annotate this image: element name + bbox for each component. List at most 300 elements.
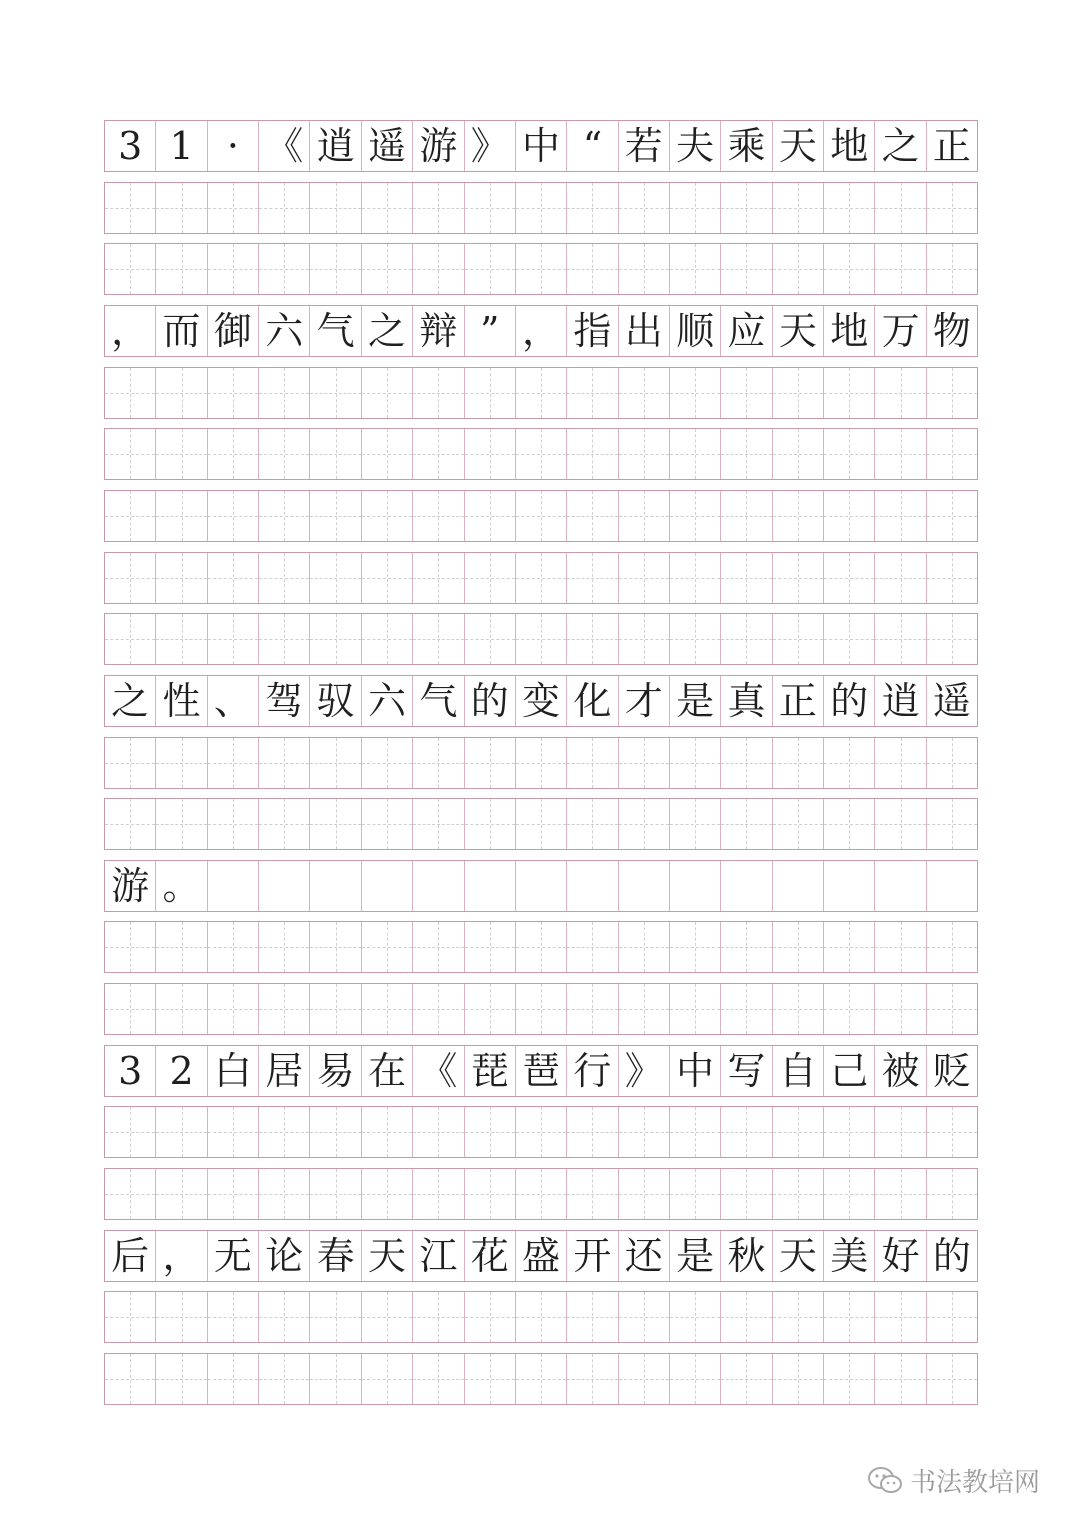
practice-cell	[310, 1354, 361, 1404]
practice-row	[104, 552, 978, 604]
practice-cell	[310, 614, 361, 664]
practice-cell	[465, 553, 516, 603]
practice-cell	[516, 984, 567, 1034]
character-cell	[773, 861, 824, 911]
practice-cell	[362, 738, 413, 788]
character-cell: 后	[105, 1231, 156, 1281]
practice-cell	[927, 1292, 977, 1342]
character-cell: 物	[932, 309, 971, 353]
practice-cell	[875, 368, 926, 418]
character-cell: 3	[105, 1046, 156, 1096]
character-cell	[670, 861, 721, 911]
practice-cell	[259, 1354, 310, 1404]
practice-cell	[156, 1292, 207, 1342]
practice-cell	[413, 984, 464, 1034]
practice-cell	[516, 799, 567, 849]
character-cell: 万	[875, 306, 926, 356]
practice-cell	[208, 244, 259, 294]
practice-cell	[721, 491, 772, 541]
practice-cell	[362, 614, 413, 664]
practice-cell	[259, 553, 310, 603]
practice-cell	[875, 1169, 926, 1219]
practice-cell	[105, 1292, 156, 1342]
practice-cell	[670, 984, 721, 1034]
practice-cell	[413, 244, 464, 294]
character-cell: 驾	[259, 676, 310, 726]
practice-cell	[259, 183, 310, 233]
practice-cell	[927, 244, 977, 294]
practice-row	[104, 1353, 978, 1405]
practice-cell	[259, 1292, 310, 1342]
practice-cell	[824, 244, 875, 294]
practice-cell	[310, 368, 361, 418]
practice-cell	[567, 491, 618, 541]
character-cell: 指	[567, 306, 618, 356]
practice-cell	[105, 429, 156, 479]
practice-cell	[413, 429, 464, 479]
practice-cell	[773, 491, 824, 541]
practice-cell	[208, 1107, 259, 1157]
character-cell: 应	[721, 306, 772, 356]
practice-cell	[413, 799, 464, 849]
character-cell: 出	[619, 306, 670, 356]
practice-cell	[670, 553, 721, 603]
practice-cell	[362, 244, 413, 294]
practice-cell	[567, 738, 618, 788]
practice-cell	[619, 738, 670, 788]
practice-cell	[362, 183, 413, 233]
character-cell: 中	[516, 121, 567, 171]
practice-cell	[927, 491, 977, 541]
practice-cell	[310, 799, 361, 849]
practice-cell	[105, 1169, 156, 1219]
practice-cell	[208, 553, 259, 603]
practice-cell	[824, 553, 875, 603]
practice-cell	[362, 1169, 413, 1219]
character-cell: 是	[670, 1231, 721, 1281]
practice-cell	[362, 1292, 413, 1342]
practice-cell	[516, 614, 567, 664]
character-cell: 居	[259, 1046, 310, 1096]
practice-cell	[927, 429, 977, 479]
practice-cell	[413, 1107, 464, 1157]
practice-cell	[465, 244, 516, 294]
practice-cell	[927, 984, 977, 1034]
character-cell: 无	[208, 1231, 259, 1281]
practice-cell	[721, 1354, 772, 1404]
character-cell: 琶	[516, 1046, 567, 1096]
watermark-label: 书法教培网	[910, 1468, 1041, 1498]
practice-cell	[310, 984, 361, 1034]
practice-cell	[465, 183, 516, 233]
character-cell: 己	[824, 1046, 875, 1096]
character-cell: 驭	[310, 676, 361, 726]
character-cell: 写	[721, 1046, 772, 1096]
practice-cell	[567, 429, 618, 479]
character-cell: 还	[619, 1231, 670, 1281]
practice-row	[104, 1291, 978, 1343]
practice-cell	[413, 1354, 464, 1404]
practice-cell	[927, 799, 977, 849]
practice-cell	[259, 984, 310, 1034]
practice-cell	[413, 368, 464, 418]
character-cell: 化	[567, 676, 618, 726]
practice-cell	[773, 922, 824, 972]
character-cell	[208, 861, 259, 911]
practice-cell	[105, 922, 156, 972]
practice-cell	[465, 984, 516, 1034]
practice-cell	[875, 244, 926, 294]
character-cell: 顺	[670, 306, 721, 356]
practice-cell	[721, 1107, 772, 1157]
text-row	[104, 1045, 978, 1097]
practice-cell	[516, 491, 567, 541]
character-cell: 乘	[721, 121, 772, 171]
practice-cell	[156, 183, 207, 233]
practice-cell	[927, 368, 977, 418]
practice-cell	[105, 183, 156, 233]
practice-row	[104, 921, 978, 973]
character-cell: 《	[259, 121, 310, 171]
practice-cell	[721, 553, 772, 603]
practice-cell	[259, 244, 310, 294]
practice-cell	[824, 1107, 875, 1157]
practice-cell	[875, 183, 926, 233]
practice-cell	[619, 984, 670, 1034]
character-cell: 是	[670, 676, 721, 726]
practice-cell	[105, 799, 156, 849]
practice-cell	[156, 614, 207, 664]
character-cell: 性	[156, 676, 207, 726]
practice-cell	[516, 1354, 567, 1404]
practice-cell	[156, 244, 207, 294]
practice-cell	[721, 244, 772, 294]
practice-cell	[619, 553, 670, 603]
practice-cell	[670, 1107, 721, 1157]
practice-row	[104, 367, 978, 419]
practice-cell	[670, 1354, 721, 1404]
practice-cell	[875, 553, 926, 603]
practice-cell	[516, 1169, 567, 1219]
character-cell	[259, 861, 310, 911]
character-cell: 气	[310, 306, 361, 356]
practice-cell	[670, 1292, 721, 1342]
character-cell: 3	[105, 121, 156, 171]
practice-cell	[465, 922, 516, 972]
character-cell: 逍	[875, 676, 926, 726]
practice-cell	[259, 738, 310, 788]
practice-cell	[567, 1354, 618, 1404]
character-cell: 美	[824, 1231, 875, 1281]
practice-cell	[670, 799, 721, 849]
practice-cell	[824, 368, 875, 418]
practice-cell	[208, 738, 259, 788]
practice-cell	[619, 614, 670, 664]
practice-cell	[567, 1292, 618, 1342]
practice-cell	[721, 1169, 772, 1219]
practice-cell	[516, 368, 567, 418]
practice-row	[104, 1168, 978, 1220]
character-cell: 天	[773, 306, 824, 356]
character-cell: 盛	[516, 1231, 567, 1281]
practice-cell	[824, 738, 875, 788]
character-cell: 江	[413, 1231, 464, 1281]
character-cell: ，	[105, 306, 156, 356]
practice-cell	[465, 491, 516, 541]
character-cell	[465, 861, 516, 911]
practice-cell	[567, 183, 618, 233]
practice-cell	[927, 1354, 977, 1404]
practice-cell	[156, 799, 207, 849]
practice-row	[104, 983, 978, 1035]
practice-cell	[619, 1107, 670, 1157]
character-cell: 好	[875, 1231, 926, 1281]
practice-cell	[413, 1292, 464, 1342]
character-cell: 遥	[932, 679, 971, 723]
practice-cell	[567, 244, 618, 294]
practice-cell	[362, 799, 413, 849]
practice-cell	[259, 491, 310, 541]
character-cell: 若	[619, 121, 670, 171]
practice-cell	[516, 429, 567, 479]
practice-cell	[619, 368, 670, 418]
practice-cell	[927, 614, 977, 664]
practice-cell	[156, 368, 207, 418]
practice-cell	[465, 614, 516, 664]
practice-cell	[156, 429, 207, 479]
practice-cell	[516, 1107, 567, 1157]
practice-cell	[465, 1169, 516, 1219]
practice-cell	[927, 922, 977, 972]
character-cell: 《	[413, 1046, 464, 1096]
character-cell: 御	[208, 306, 259, 356]
practice-cell	[362, 368, 413, 418]
character-cell: 夫	[670, 121, 721, 171]
practice-cell	[670, 368, 721, 418]
practice-cell	[413, 922, 464, 972]
practice-cell	[619, 1169, 670, 1219]
practice-cell	[362, 491, 413, 541]
practice-cell	[465, 1354, 516, 1404]
practice-cell	[721, 429, 772, 479]
practice-row	[104, 798, 978, 850]
practice-cell	[875, 984, 926, 1034]
practice-cell	[875, 1107, 926, 1157]
character-cell: ，	[516, 306, 567, 356]
practice-cell	[567, 368, 618, 418]
practice-cell	[619, 922, 670, 972]
practice-cell	[362, 1107, 413, 1157]
practice-row	[104, 1106, 978, 1158]
practice-cell	[721, 614, 772, 664]
practice-cell	[156, 738, 207, 788]
character-cell: 秋	[721, 1231, 772, 1281]
practice-cell	[773, 429, 824, 479]
character-cell	[567, 861, 618, 911]
character-cell: 气	[413, 676, 464, 726]
practice-cell	[156, 491, 207, 541]
character-cell: 行	[567, 1046, 618, 1096]
practice-cell	[259, 614, 310, 664]
practice-cell	[310, 244, 361, 294]
practice-cell	[208, 922, 259, 972]
practice-cell	[824, 799, 875, 849]
character-cell: 正	[932, 124, 971, 168]
practice-cell	[824, 922, 875, 972]
character-cell: 花	[465, 1231, 516, 1281]
practice-cell	[721, 183, 772, 233]
character-cell: ，	[156, 1231, 207, 1281]
character-cell: 2	[156, 1046, 207, 1096]
practice-cell	[208, 984, 259, 1034]
practice-cell	[773, 553, 824, 603]
practice-cell	[619, 491, 670, 541]
practice-cell	[773, 984, 824, 1034]
character-cell: 天	[773, 121, 824, 171]
practice-cell	[927, 1169, 977, 1219]
character-cell: 白	[208, 1046, 259, 1096]
character-cell: ·	[208, 121, 259, 171]
practice-cell	[721, 368, 772, 418]
practice-cell	[824, 491, 875, 541]
practice-cell	[362, 429, 413, 479]
practice-cell	[875, 1354, 926, 1404]
practice-cell	[362, 553, 413, 603]
character-cell: 中	[670, 1046, 721, 1096]
practice-cell	[670, 922, 721, 972]
practice-cell	[773, 368, 824, 418]
practice-cell	[259, 1169, 310, 1219]
character-cell: 正	[773, 676, 824, 726]
practice-cell	[773, 244, 824, 294]
practice-cell	[670, 1169, 721, 1219]
practice-row	[104, 428, 978, 480]
practice-cell	[670, 491, 721, 541]
character-cell	[875, 861, 926, 911]
character-cell: 的	[465, 676, 516, 726]
character-cell: 六	[362, 676, 413, 726]
character-cell: 变	[516, 676, 567, 726]
practice-cell	[310, 491, 361, 541]
practice-cell	[516, 738, 567, 788]
practice-cell	[875, 429, 926, 479]
practice-cell	[105, 368, 156, 418]
practice-cell	[875, 922, 926, 972]
practice-cell	[670, 738, 721, 788]
practice-cell	[927, 553, 977, 603]
character-cell: 琵	[465, 1046, 516, 1096]
practice-cell	[619, 429, 670, 479]
watermark	[868, 1462, 1040, 1499]
practice-cell	[721, 799, 772, 849]
character-cell	[516, 861, 567, 911]
practice-cell	[824, 984, 875, 1034]
practice-cell	[208, 614, 259, 664]
practice-cell	[362, 922, 413, 972]
practice-cell	[156, 984, 207, 1034]
practice-cell	[465, 429, 516, 479]
character-cell: 地	[824, 306, 875, 356]
practice-cell	[310, 183, 361, 233]
practice-cell	[259, 922, 310, 972]
practice-cell	[105, 984, 156, 1034]
practice-cell	[208, 368, 259, 418]
practice-cell	[310, 429, 361, 479]
practice-cell	[875, 1292, 926, 1342]
practice-cell	[208, 1292, 259, 1342]
character-cell: 》	[465, 121, 516, 171]
practice-cell	[259, 1107, 310, 1157]
character-cell: 逍	[310, 121, 361, 171]
practice-cell	[824, 614, 875, 664]
practice-cell	[567, 553, 618, 603]
practice-cell	[465, 799, 516, 849]
practice-cell	[619, 799, 670, 849]
practice-cell	[516, 553, 567, 603]
character-cell: 、	[208, 676, 259, 726]
practice-cell	[875, 491, 926, 541]
practice-cell	[619, 1354, 670, 1404]
practice-cell	[516, 244, 567, 294]
practice-cell	[773, 183, 824, 233]
practice-cell	[875, 614, 926, 664]
practice-cell	[773, 1354, 824, 1404]
character-cell: 才	[619, 676, 670, 726]
practice-cell	[721, 1292, 772, 1342]
practice-cell	[105, 244, 156, 294]
character-cell: 之	[362, 306, 413, 356]
character-cell: 易	[310, 1046, 361, 1096]
character-cell	[927, 861, 977, 911]
practice-cell	[156, 1354, 207, 1404]
practice-cell	[824, 1292, 875, 1342]
practice-cell	[362, 1354, 413, 1404]
practice-cell	[413, 1169, 464, 1219]
practice-cell	[670, 429, 721, 479]
practice-cell	[105, 738, 156, 788]
practice-row	[104, 490, 978, 542]
practice-row	[104, 243, 978, 295]
practice-cell	[516, 183, 567, 233]
practice-cell	[465, 1292, 516, 1342]
character-cell: 地	[824, 121, 875, 171]
practice-cell	[259, 368, 310, 418]
practice-cell	[670, 183, 721, 233]
practice-cell	[773, 1107, 824, 1157]
character-cell: 游	[413, 121, 464, 171]
text-row	[104, 305, 978, 357]
practice-cell	[721, 738, 772, 788]
practice-cell	[465, 738, 516, 788]
character-cell: 的	[824, 676, 875, 726]
character-cell: 天	[362, 1231, 413, 1281]
practice-cell	[413, 738, 464, 788]
practice-cell	[619, 244, 670, 294]
practice-cell	[208, 429, 259, 479]
character-cell: 。	[156, 861, 207, 911]
practice-cell	[208, 1169, 259, 1219]
practice-cell	[105, 1107, 156, 1157]
character-cell: 辩	[413, 306, 464, 356]
practice-row	[104, 182, 978, 234]
practice-cell	[310, 553, 361, 603]
practice-cell	[721, 984, 772, 1034]
practice-row	[104, 613, 978, 665]
character-cell: 在	[362, 1046, 413, 1096]
character-cell	[413, 861, 464, 911]
character-cell: 天	[773, 1231, 824, 1281]
practice-cell	[670, 614, 721, 664]
